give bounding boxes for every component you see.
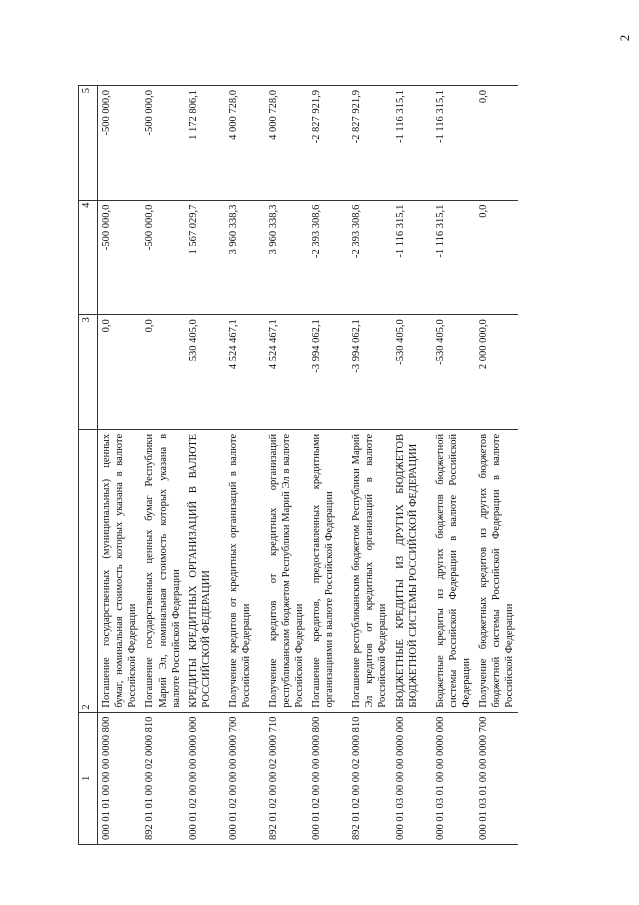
row-name: Бюджетные кредиты из других бюджетов бюджетной системы Российской Федерации в валюте Российской Федерации: [432, 429, 475, 712]
row-value-5: -500 000,0: [98, 86, 142, 201]
row-code: 000 01 03 01 00 00 0000 000: [432, 712, 475, 844]
header-col-2: 2: [79, 429, 98, 712]
row-name: Погашение республиканским бюджетом Республики Марий Эл кредитов от кредитных организаций в валюте Российской Федерации: [348, 429, 391, 712]
row-value-4: -1 116 315,1: [432, 200, 475, 315]
row-value-3: 4 524 467,1: [265, 315, 308, 430]
header-col-3: 3: [79, 315, 98, 430]
row-name: КРЕДИТЫ КРЕДИТНЫХ ОРГАНИЗАЦИЙ В ВАЛЮТЕ РОССИЙСКОЙ ФЕДЕРАЦИИ: [185, 429, 225, 712]
table-row: [392, 86, 432, 845]
row-value-4: 3 960 338,3: [265, 200, 308, 315]
header-row: [79, 86, 98, 845]
table-row: [265, 86, 308, 845]
row-value-3: 4 524 467,1: [225, 315, 265, 430]
row-value-3: 0,0: [141, 315, 184, 430]
row-value-3: -3 994 062,1: [308, 315, 348, 430]
row-value-3: -530 405,0: [432, 315, 475, 430]
row-value-4: -500 000,0: [141, 200, 184, 315]
row-value-5: -2 827 921,9: [348, 86, 391, 201]
row-value-3: 530 405,0: [185, 315, 225, 430]
row-value-5: -2 827 921,9: [308, 86, 348, 201]
row-value-4: 1 567 029,7: [185, 200, 225, 315]
table-row: [308, 86, 348, 845]
table-row: [141, 86, 184, 845]
row-code: 892 01 01 00 00 02 0000 810: [141, 712, 184, 844]
header-col-1: 1: [79, 712, 98, 844]
header-col-4: 4: [79, 200, 98, 315]
row-value-4: 3 960 338,3: [225, 200, 265, 315]
row-value-4: -2 393 308,6: [308, 200, 348, 315]
row-name: Получение кредитов от кредитных организаций республиканским бюджетом Республики Марий Эл в валюте Российской Федерации: [265, 429, 308, 712]
row-code: 000 01 02 00 00 00 0000 700: [225, 712, 265, 844]
header-col-5: 5: [79, 86, 98, 201]
table-row: [475, 86, 518, 845]
row-value-5: 4 000 728,0: [265, 86, 308, 201]
row-name: Погашение кредитов, предоставленных кредитными организациями в валюте Российской Федерации: [308, 429, 348, 712]
row-name: Получение кредитов от кредитных организаций в валюте Российской Федерации: [225, 429, 265, 712]
table-row: [185, 86, 225, 845]
table-row: [348, 86, 391, 845]
row-value-3: 2 000 000,0: [475, 315, 518, 430]
row-name: Погашение государственных ценных бумаг Республики Марий Эл, номинальная стоимость которых указана в валюте Российской Федерации: [141, 429, 184, 712]
row-value-5: -500 000,0: [141, 86, 184, 201]
row-code: 892 01 02 00 00 02 0000 810: [348, 712, 391, 844]
row-value-5: 0,0: [475, 86, 518, 201]
row-code: 000 01 03 01 00 00 0000 700: [475, 712, 518, 844]
row-value-4: -1 116 315,1: [392, 200, 432, 315]
table-row: [98, 86, 142, 845]
row-value-4: 0,0: [475, 200, 518, 315]
row-code: 000 01 02 00 00 00 0000 800: [308, 712, 348, 844]
row-value-4: -2 393 308,6: [348, 200, 391, 315]
row-code: 000 01 01 00 00 00 0000 800: [98, 712, 142, 844]
row-name: Получение бюджетных кредитов из других бюджетов бюджетной системы Российской Федерации в валюте Российской Федерации: [475, 429, 518, 712]
row-value-3: -3 994 062,1: [348, 315, 391, 430]
row-value-4: -500 000,0: [98, 200, 142, 315]
row-value-5: -1 116 315,1: [432, 86, 475, 201]
row-value-3: 0,0: [98, 315, 142, 430]
row-code: 892 01 02 00 00 02 0000 710: [265, 712, 308, 844]
row-code: 000 01 03 00 00 00 0000 000: [392, 712, 432, 844]
row-value-5: 4 000 728,0: [225, 86, 265, 201]
row-name: БЮДЖЕТНЫЕ КРЕДИТЫ ИЗ ДРУГИХ БЮДЖЕТОВ БЮДЖЕТНОЙ СИСТЕМЫ РОССИЙСКОЙ ФЕДЕРАЦИИ: [392, 429, 432, 712]
table-row: [225, 86, 265, 845]
row-name: Погашение государственных (муниципальных) ценных бумаг, номинальная стоимость которых указана в валюте Российской Федерации: [98, 429, 142, 712]
table-row: [432, 86, 475, 845]
table-container: [78, 85, 638, 845]
page-number: 2: [617, 34, 632, 42]
rotated-table: [78, 85, 638, 845]
sources-table: [78, 85, 518, 845]
row-value-5: 1 172 806,1: [185, 86, 225, 201]
row-code: 000 01 02 00 00 00 0000 000: [185, 712, 225, 844]
row-value-3: -530 405,0: [392, 315, 432, 430]
row-value-5: -1 116 315,1: [392, 86, 432, 201]
